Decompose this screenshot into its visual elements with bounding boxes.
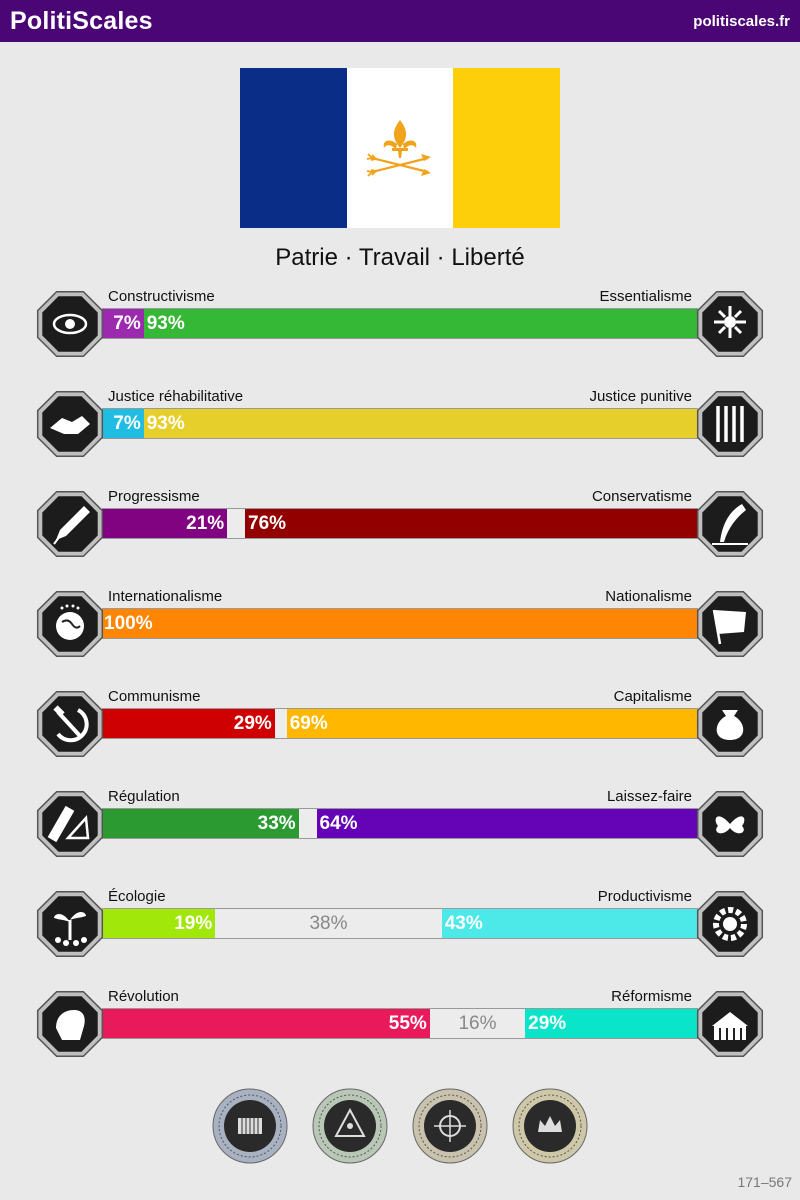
axis-right-segment: 93% xyxy=(144,309,698,338)
axis-left-label: Constructivisme xyxy=(108,288,215,305)
axis-row xyxy=(0,488,800,568)
prison-bars-icon xyxy=(694,388,766,460)
axis-left-label: Justice réhabilitative xyxy=(108,388,244,405)
top-bar xyxy=(0,0,800,42)
axis-right-segment: 69% xyxy=(287,709,698,738)
axis-neutral-segment xyxy=(299,809,317,838)
handshake-icon xyxy=(34,388,106,460)
axis-neutral-segment xyxy=(227,509,245,538)
axis-right-segment: 64% xyxy=(317,809,698,838)
axis-neutral-segment xyxy=(275,709,287,738)
axis-row xyxy=(0,988,800,1068)
fleur-de-lis-icon xyxy=(240,68,560,228)
axis-left-segment: 21% xyxy=(102,509,227,538)
gear-icon xyxy=(694,888,766,960)
flag-icon xyxy=(694,588,766,660)
axis-bar xyxy=(102,808,698,839)
globe-icon xyxy=(34,588,106,660)
axis-right-segment: 43% xyxy=(442,909,698,938)
axis-row xyxy=(0,888,800,968)
compass-seal-icon[interactable] xyxy=(412,1088,488,1164)
flower-icon xyxy=(694,288,766,360)
slogan: Patrie · Travail · Liberté xyxy=(275,244,525,271)
axis-row xyxy=(0,388,800,468)
quill-icon xyxy=(694,488,766,560)
ruler-icon xyxy=(34,788,106,860)
butterflies-icon xyxy=(694,788,766,860)
axis-row xyxy=(0,588,800,668)
flag xyxy=(240,68,560,228)
result-code: 171–567 xyxy=(737,1174,792,1190)
axis-left-segment: 7% xyxy=(102,409,144,438)
seal-icon[interactable] xyxy=(212,1088,288,1164)
axis-right-segment: 76% xyxy=(245,509,698,538)
axis-left-label: Régulation xyxy=(108,788,180,805)
axis-row xyxy=(0,688,800,768)
axis-left-segment: 29% xyxy=(102,709,275,738)
axis-right-label: Réformisme xyxy=(611,988,692,1005)
brand-title[interactable]: PolitiScales xyxy=(10,6,153,35)
rocket-icon xyxy=(34,488,106,560)
axis-left-label: Progressisme xyxy=(108,488,200,505)
axis-right-label: Capitalisme xyxy=(613,688,692,705)
axis-left-label: Internationalisme xyxy=(108,588,223,605)
axis-left-segment: 33% xyxy=(102,809,299,838)
axis-left-label: Révolution xyxy=(108,988,179,1005)
achievement-seals xyxy=(0,1088,800,1164)
axis-right-segment: 93% xyxy=(144,409,698,438)
axis-bar xyxy=(102,1008,698,1039)
axis-bar xyxy=(102,908,698,939)
hammer-sickle-icon xyxy=(34,688,106,760)
axis-right-label: Nationalisme xyxy=(605,588,692,605)
axis-neutral-segment: 16% xyxy=(430,1009,525,1038)
axis-left-label: Communisme xyxy=(108,688,201,705)
axis-right-label: Essentialisme xyxy=(599,288,692,305)
crown-seal-icon[interactable] xyxy=(512,1088,588,1164)
axis-right-label: Justice punitive xyxy=(589,388,692,405)
axis-right-label: Productivisme xyxy=(597,888,692,905)
parliament-icon xyxy=(694,988,766,1060)
sprout-icon xyxy=(34,888,106,960)
fist-icon xyxy=(34,988,106,1060)
axis-left-segment: 7% xyxy=(102,309,144,338)
axis-bar xyxy=(102,508,698,539)
axis-right-label: Conservatisme xyxy=(591,488,692,505)
axis-right-segment: 100% xyxy=(102,609,698,638)
site-link[interactable]: politiscales.fr xyxy=(693,12,790,30)
axis-neutral-segment: 38% xyxy=(215,909,441,938)
all-seeing-eye-seal-icon[interactable] xyxy=(312,1088,388,1164)
axis-row xyxy=(0,288,800,368)
axis-row xyxy=(0,788,800,868)
axis-right-segment: 29% xyxy=(525,1009,698,1038)
eye-icon xyxy=(34,288,106,360)
axis-left-segment: 55% xyxy=(102,1009,430,1038)
axis-bar xyxy=(102,708,698,739)
axis-left-label: Écologie xyxy=(108,888,166,905)
axis-bar xyxy=(102,408,698,439)
axis-right-label: Laissez-faire xyxy=(606,788,692,805)
money-bag-icon xyxy=(694,688,766,760)
axis-bar xyxy=(102,308,698,339)
axis-left-segment: 19% xyxy=(102,909,215,938)
axis-bar xyxy=(102,608,698,639)
